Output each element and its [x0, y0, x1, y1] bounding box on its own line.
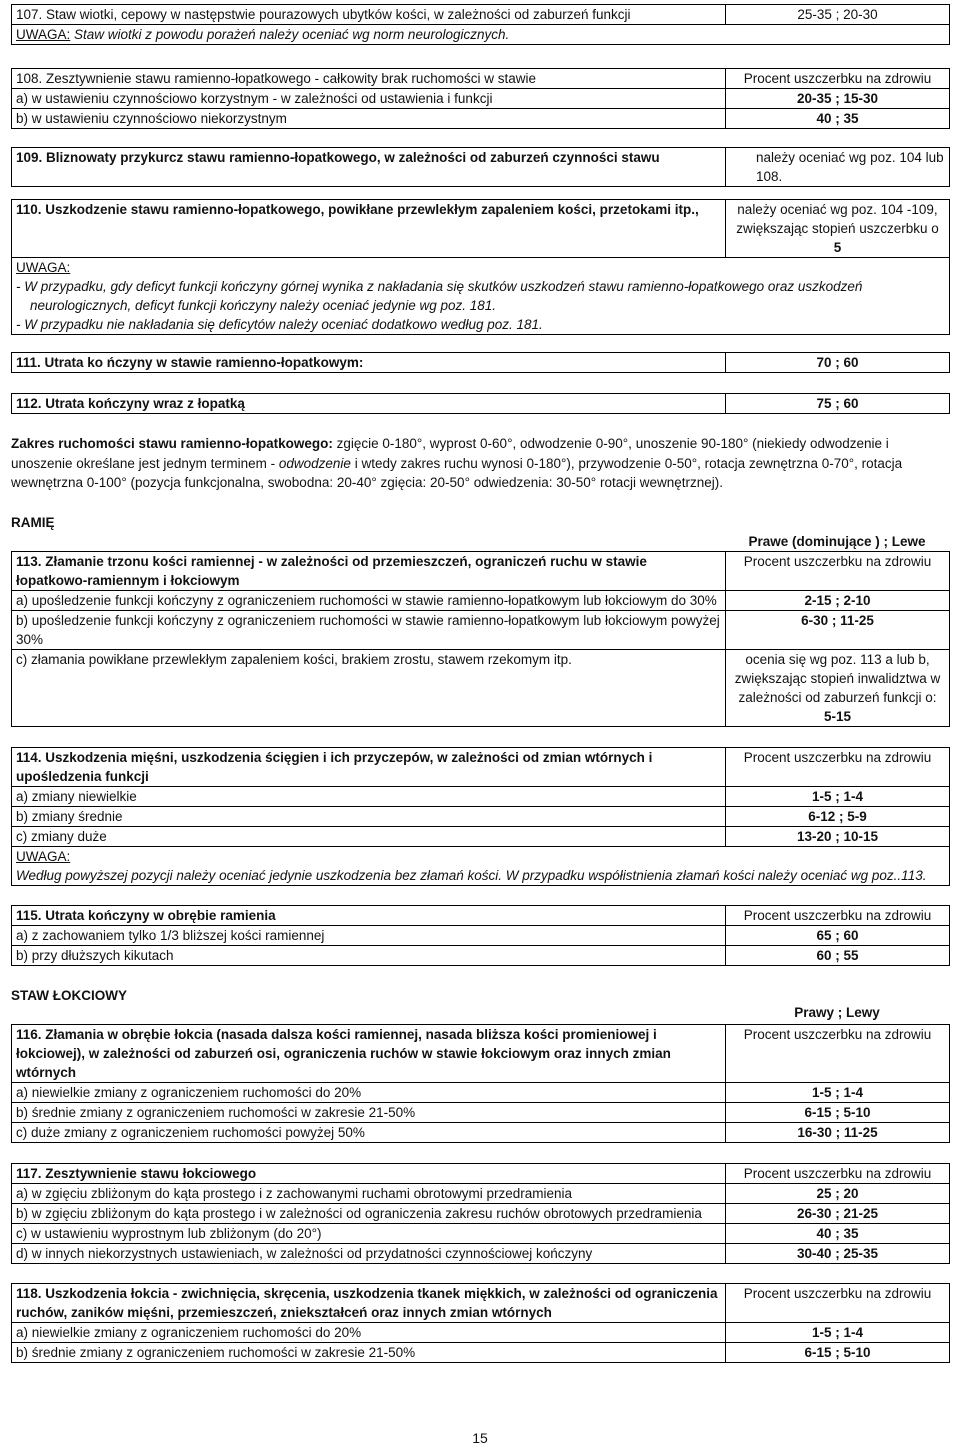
table-row-value: 6-12 ; 5-9 — [726, 806, 950, 826]
range-text-italic: odwodzenie — [278, 455, 351, 471]
table-row-value: 2-15 ; 2-10 — [726, 590, 950, 610]
table-row-value: 1-5 ; 1-4 — [726, 1322, 950, 1342]
table-row-value: 60 ; 55 — [726, 945, 950, 965]
table-row-value: 26-30 ; 21-25 — [726, 1203, 950, 1223]
section-116 — [11, 1024, 950, 1143]
table-row-label: a) zmiany niewielkie — [12, 786, 726, 806]
lokiec-heading-block — [11, 986, 949, 1024]
table-row-label: a) w zgięciu zbliżonym do kąta prostego i z zachowanymi ruchami obrotowymi przedramienia — [12, 1183, 726, 1203]
table-row-label: d) w innych niekorzystnych ustawieniach, w zależności od przydatności czynnościowej kończyny — [12, 1243, 726, 1263]
table-row-value: 6-30 ; 11-25 — [726, 610, 950, 649]
table-row-label: c) duże zmiany z ograniczeniem ruchomości powyżej 50% — [12, 1122, 726, 1142]
note-label: UWAGA: — [16, 260, 71, 275]
table-row-value: 40 ; 35 — [726, 1223, 950, 1243]
table-row-label: b) przy dłuższych kikutach — [12, 945, 726, 965]
table-row-label: a) w ustawieniu czynnościowo korzystnym - w zależności od ustawienia i funkcji — [12, 89, 726, 109]
table-row-value — [726, 649, 950, 726]
section-110-value — [726, 200, 950, 258]
table-row-label: a) niewielkie zmiany z ograniczeniem ruchomości do 20% — [12, 1082, 726, 1102]
section-114-header: Procent uszczerbku na zdrowiu — [726, 747, 950, 786]
table-row-value: 1-5 ; 1-4 — [726, 1082, 950, 1102]
section-107 — [11, 4, 950, 45]
section-109-title: 109. Bliznowaty przykurcz stawu ramienno-łopatkowego, w zależności od zaburzeń czynności stawu — [12, 148, 726, 187]
page-number: 15 — [472, 1430, 488, 1446]
table-row-value: 40 ; 35 — [726, 109, 950, 129]
section-113-header: Procent uszczerbku na zdrowiu — [726, 551, 950, 590]
section-111-value: 70 ; 60 — [726, 353, 950, 373]
section-108-title: 108. Zesztywnienie stawu ramienno-łopatkowego - całkowity brak ruchomości w stawie — [12, 69, 726, 89]
section-117-header: Procent uszczerbku na zdrowiu — [726, 1163, 950, 1183]
section-109-value: należy oceniać wg poz. 104 lub 108. — [726, 148, 950, 187]
section-107-value: 25-35 ; 20-30 — [726, 5, 950, 25]
section-114-note — [12, 846, 950, 885]
table-row-label: b) upośledzenie funkcji kończyny z ograniczeniem ruchomości w stawie ramienno-łopatkowym lub łokciowym powyżej 30% — [12, 610, 726, 649]
note-text: - W przypadku, gdy deficyt funkcji kończyny górnej wynika z nakładania się skutków uszkodzeń stawu ramienno-łopatkowego oraz uszkodzeń — [16, 279, 863, 294]
section-110-note — [12, 258, 950, 335]
side-label: Prawy ; Lewy — [794, 1004, 880, 1020]
table-row-label: a) niewielkie zmiany z ograniczeniem ruchomości do 20% — [12, 1322, 726, 1342]
table-row-label: b) zmiany średnie — [12, 806, 726, 826]
section-110 — [11, 199, 950, 335]
section-107-title: 107. Staw wiotki, cepowy w następstwie pourazowych ubytków kości, w zależności od zaburzeń funkcji — [12, 5, 726, 25]
table-row-label: b) w zgięciu zbliżonym do kąta prostego i w zależności od ograniczenia zakresu ruchów obrotowych przedramienia — [12, 1203, 726, 1223]
value-line: zależności od zaburzeń funkcji o: — [738, 689, 937, 705]
table-row-value: 16-30 ; 11-25 — [726, 1122, 950, 1142]
range-text: i wtedy zakres ruchu wynosi 0-180°), przywodzenie 0-50°, rotacja zewnętrzna 0-70°, rotacja — [350, 455, 903, 471]
table-row-value: 6-15 ; 5-10 — [726, 1342, 950, 1362]
table-row-value: 1-5 ; 1-4 — [726, 786, 950, 806]
table-row-value: 6-15 ; 5-10 — [726, 1102, 950, 1122]
section-113-title: 113. Złamanie trzonu kości ramiennej - w zależności od przemieszczeń, ograniczeń ruchu w stawie łopatkowo-ramiennym i łokciowym — [12, 551, 726, 590]
section-115-title: 115. Utrata kończyny w obrębie ramienia — [12, 905, 726, 925]
section-114-title: 114. Uszkodzenia mięśni, uszkodzenia ścięgien i ich przyczepów, w zależności od zmian wtórnych i upośledzenia funkcji — [12, 747, 726, 786]
table-row-label: b) średnie zmiany z ograniczeniem ruchomości w zakresie 21-50% — [12, 1102, 726, 1122]
section-110-title: 110. Uszkodzenie stawu ramienno-łopatkowego, powikłane przewlekłym zapaleniem kości, przetokami itp., — [12, 200, 726, 258]
section-116-title: 116. Złamania w obrębie łokcia (nasada dalsza kości ramiennej, nasada bliższa kości promieniowej i łokciowej), w zależności od zaburzeń osi, ograniczenia ruchów w stawie łokciowym oraz innych zmian wtórnych — [12, 1024, 726, 1082]
section-108 — [11, 68, 950, 129]
section-117 — [11, 1163, 950, 1264]
section-116-header: Procent uszczerbku na zdrowiu — [726, 1024, 950, 1082]
section-114 — [11, 747, 950, 886]
range-text: unoszenie określane jest jednym terminem - — [11, 455, 279, 471]
section-118-title: 118. Uszkodzenia łokcia - zwichnięcia, skręcenia, uszkodzenia tkanek miękkich, w zależności od ograniczenia ruchów, zaników mięśni, przemieszczeń, zniekształceń oraz innych zmian wtórnych — [12, 1283, 726, 1322]
section-112-title: 112. Utrata kończyny wraz z łopatką — [12, 394, 726, 414]
note-text: - W przypadku nie nakładania się deficytów należy oceniać dodatkowo według poz. 181. — [16, 317, 543, 332]
table-row-value: 65 ; 60 — [726, 925, 950, 945]
note-label: UWAGA: — [16, 848, 71, 864]
section-111-title: 111. Utrata ko ńczyny w stawie ramienno-łopatkowym: — [12, 353, 726, 373]
section-117-title: 117. Zesztywnienie stawu łokciowego — [12, 1163, 726, 1183]
section-112 — [11, 393, 950, 414]
value-line: zwiększając stopień inwalidztwa w — [734, 670, 941, 686]
table-row-label: c) w ustawieniu wyprostnym lub zbliżonym (do 20°) — [12, 1223, 726, 1243]
section-112-value: 75 ; 60 — [726, 394, 950, 414]
table-row-label: a) upośledzenie funkcji kończyny z ograniczeniem ruchomości w stawie ramienno-łopatkowym lub łokciowym do 30% — [12, 590, 726, 610]
side-label: Prawe (dominujące ) ; Lewe — [748, 533, 926, 549]
note-text: neurologicznych, deficyt funkcji kończyny należy oceniać jedynie wg poz. 181. — [30, 298, 497, 313]
table-row-label: c) złamania powikłane przewlekłym zapaleniem kości, brakiem zrostu, stawem rzekomym itp. — [12, 649, 726, 726]
table-row-label: c) zmiany duże — [12, 826, 726, 846]
value-line: należy oceniać wg poz. 104 -109, — [737, 202, 938, 217]
section-118 — [11, 1283, 950, 1363]
note-text: Staw wiotki z powodu porażeń należy oceniać wg norm neurologicznych. — [70, 27, 510, 42]
section-107-note — [12, 25, 950, 45]
table-row-value: 13-20 ; 10-15 — [726, 826, 950, 846]
ramie-heading-block — [11, 513, 949, 551]
table-row-label: b) w ustawieniu czynnościowo niekorzystnym — [12, 109, 726, 129]
value-line: 5-15 — [823, 708, 852, 724]
range-text: wewnętrzna 0-100° (pozycja funkcjonalna, swobodna: 20-40° zgięcia: 20-50° odwiedzenia: 30-50° rotacji wewnętrznej). — [11, 475, 723, 490]
note-text: Według powyższej pozycji należy oceniać jedynie uszkodzenia bez złamań kości. W przypadku współistnienia złamań kości należy oceniać wg poz..113. — [16, 867, 927, 883]
table-row-label: b) średnie zmiany z ograniczeniem ruchomości w zakresie 21-50% — [12, 1342, 726, 1362]
section-109 — [11, 147, 950, 187]
section-111 — [11, 352, 950, 373]
section-115 — [11, 905, 950, 966]
value-line: zwiększając stopień uszczerbku o — [736, 221, 939, 236]
section-113 — [11, 551, 950, 727]
section-heading: RAMIĘ — [11, 514, 55, 530]
note-label: UWAGA: — [16, 27, 71, 42]
table-row-value: 20-35 ; 15-30 — [726, 89, 950, 109]
table-row-label: a) z zachowaniem tylko 1/3 bliższej kości ramiennej — [12, 925, 726, 945]
range-of-motion-paragraph — [11, 434, 949, 493]
range-heading: Zakres ruchomości stawu ramienno-łopatkowego: — [11, 436, 333, 451]
value-line: ocenia się wg poz. 113 a lub b, — [745, 651, 930, 667]
section-108-header: Procent uszczerbku na zdrowiu — [726, 69, 950, 89]
section-heading: STAW ŁOKCIOWY — [11, 987, 127, 1003]
range-text: zgięcie 0-180°, wyprost 0-60°, odwodzenie 0-90°, unoszenie 90-180° (niekiedy odwodzenie i — [332, 436, 889, 451]
table-row-value: 25 ; 20 — [726, 1183, 950, 1203]
section-115-header: Procent uszczerbku na zdrowiu — [726, 905, 950, 925]
section-118-header: Procent uszczerbku na zdrowiu — [726, 1283, 950, 1322]
table-row-value: 30-40 ; 25-35 — [726, 1243, 950, 1263]
document-page — [11, 4, 949, 1363]
value-line: 5 — [833, 240, 842, 255]
